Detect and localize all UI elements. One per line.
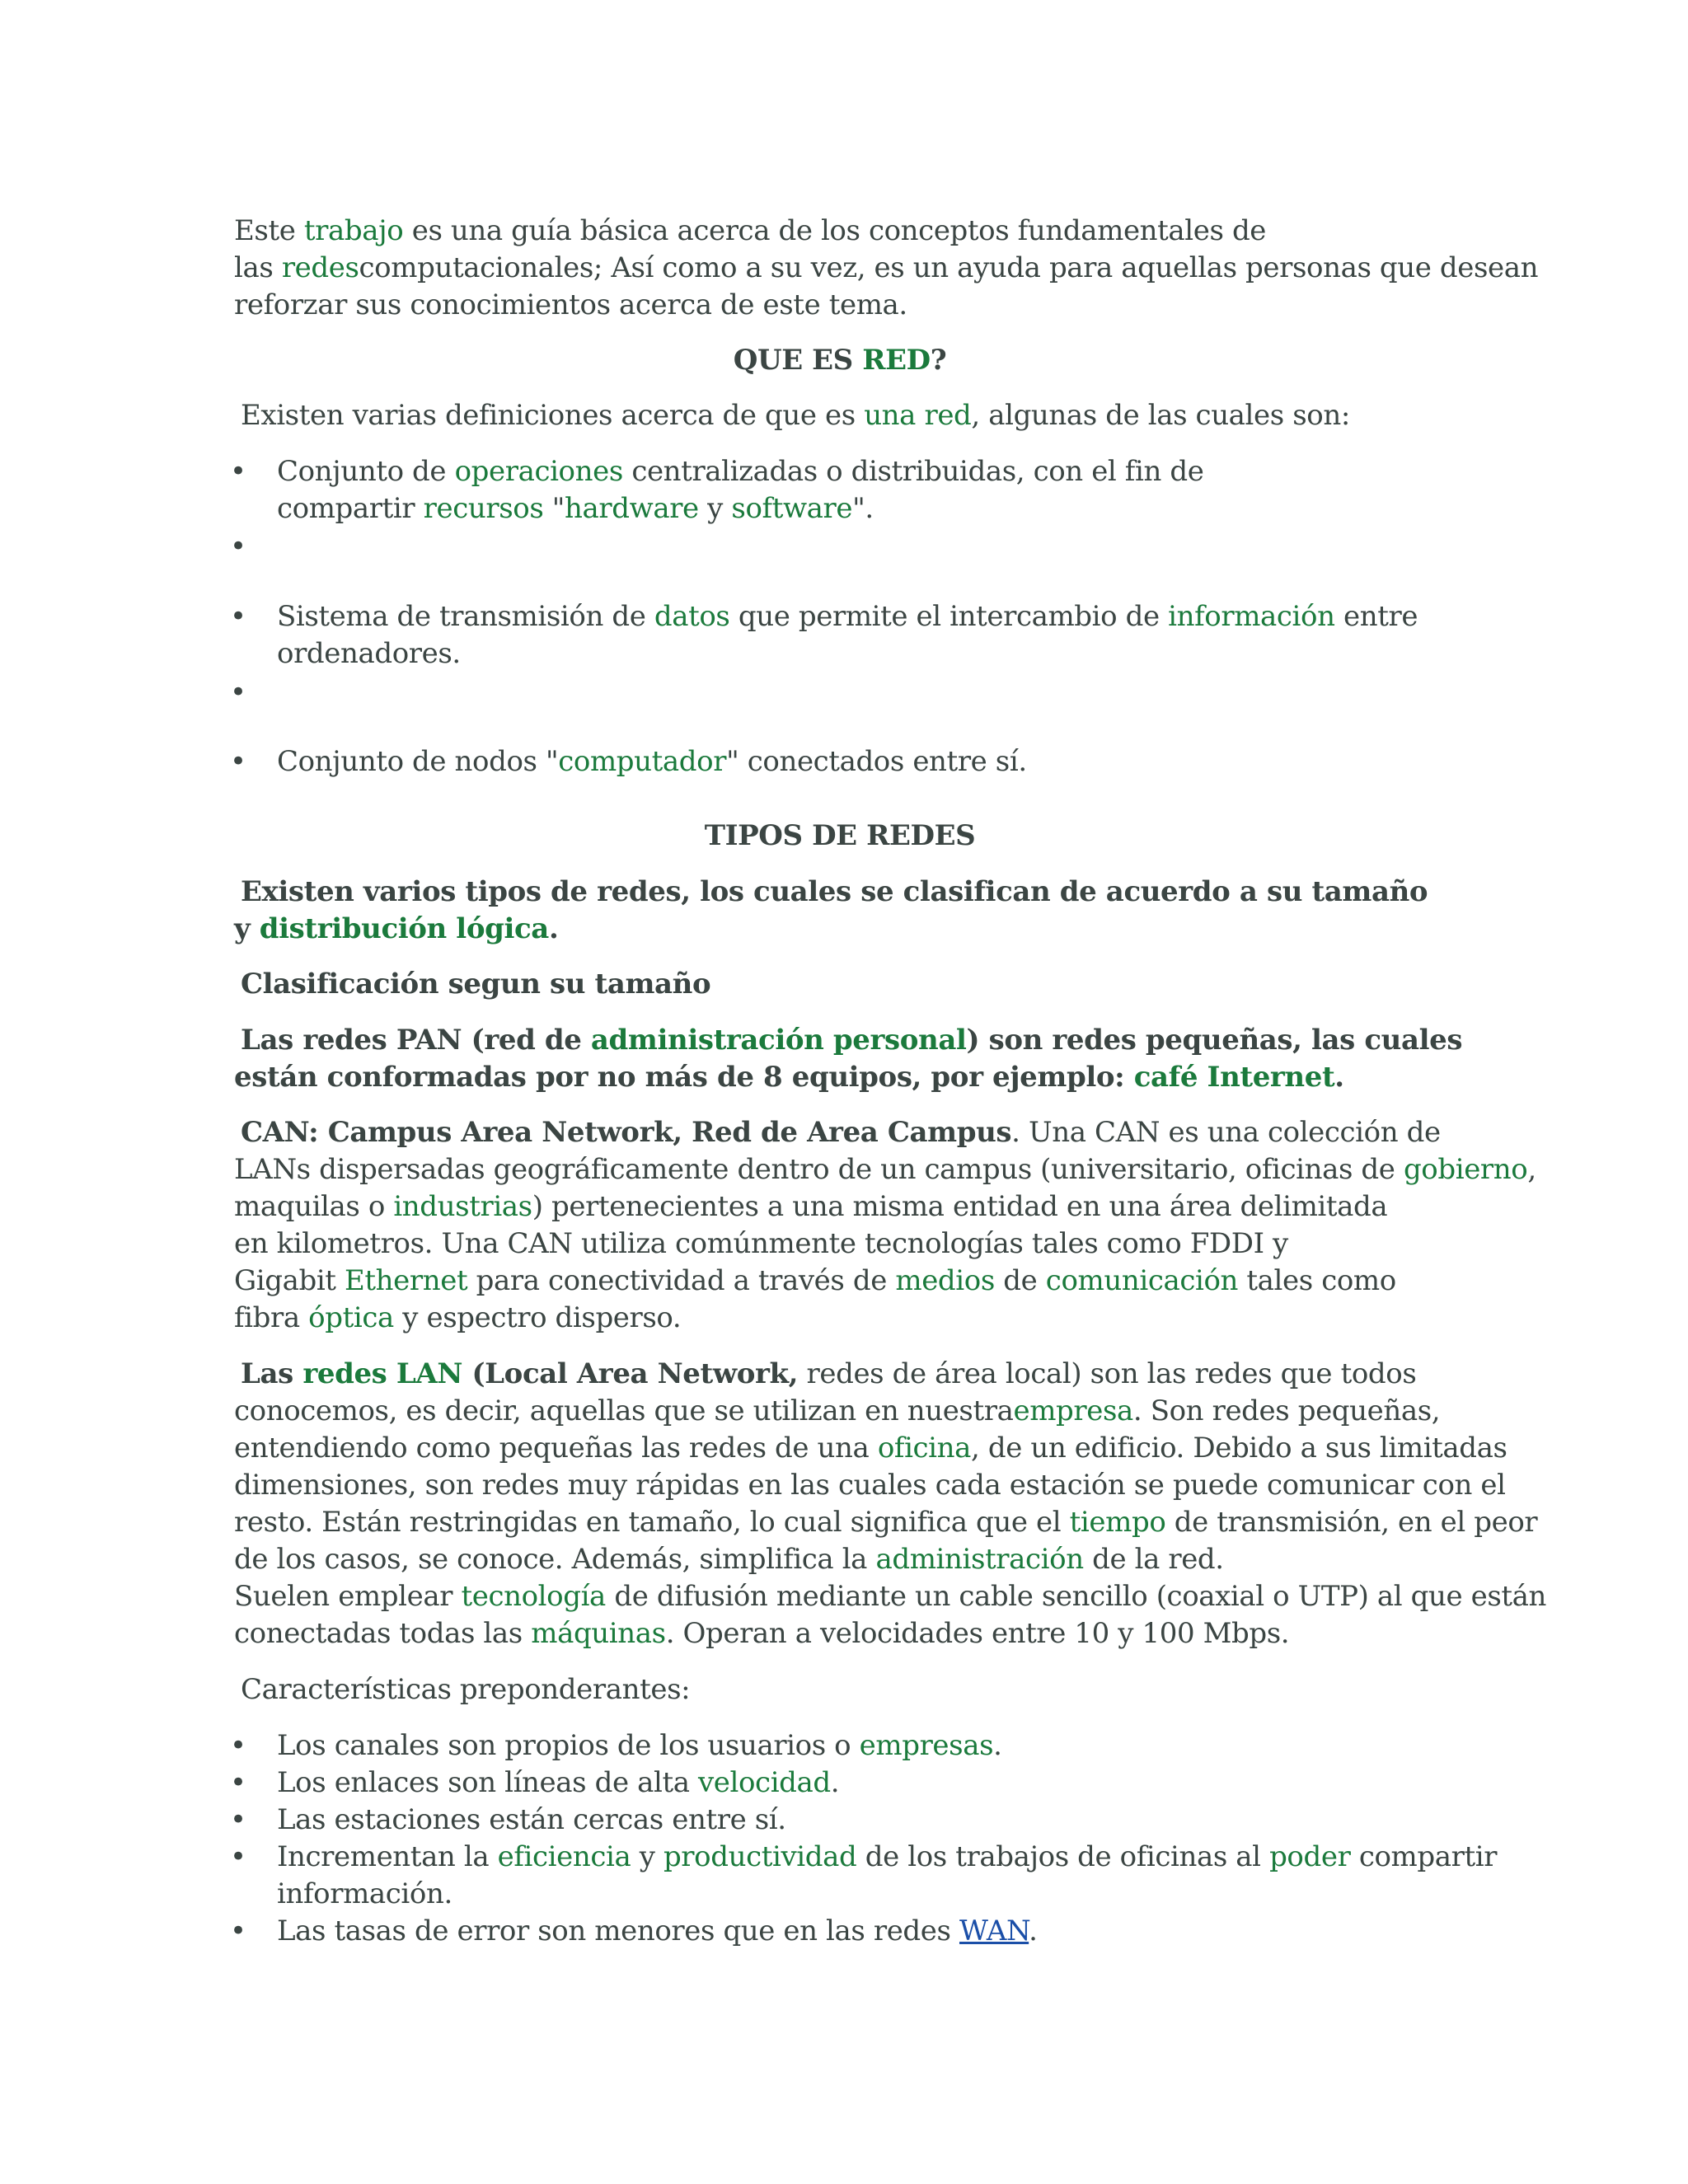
lan-line-8: conectadas todas las máquinas. Operan a velocidades entre 10 y 100 Mbps. — [234, 1617, 1290, 1650]
link-operaciones[interactable]: operaciones — [454, 455, 623, 488]
link-empresa[interactable]: empresa — [1013, 1394, 1133, 1427]
link-wan[interactable]: WAN — [959, 1915, 1029, 1947]
can-line-5: Gigabit Ethernet para conectividad a través de medios de comunicación tales como — [234, 1264, 1396, 1297]
link-red[interactable]: RED — [862, 344, 931, 377]
lan-line-6: de los casos, se conoce. Además, simplifica la administración de la red. — [234, 1543, 1224, 1576]
link-trabajo[interactable]: trabajo — [303, 214, 404, 247]
pan-line-2: están conformadas por no más de 8 equipos, por ejemplo: café Internet. — [234, 1061, 1344, 1094]
link-comunicacion[interactable]: comunicación — [1045, 1264, 1239, 1297]
bullet: • — [230, 1915, 247, 1947]
can-line-2: LANs dispersadas geográficamente dentro de un campus (universitario, oficinas de gobierno, — [234, 1153, 1536, 1186]
caracteristica-1: Los canales son propios de los usuarios o empresas. — [277, 1729, 1002, 1762]
heading-que-es-red: QUE ES RED? — [733, 344, 947, 377]
link-empresas[interactable]: empresas — [859, 1729, 994, 1762]
pan-line-1: Las redes PAN (red de administración personal) son redes pequeñas, las cuales — [241, 1024, 1463, 1057]
link-optica[interactable]: óptica — [308, 1301, 394, 1334]
link-informacion[interactable]: información — [1168, 600, 1335, 633]
link-computador[interactable]: computador — [558, 745, 727, 778]
link-hardware[interactable]: hardware — [565, 492, 699, 525]
can-line-6: fibra óptica y espectro disperso. — [234, 1301, 682, 1334]
bullet: • — [230, 530, 247, 563]
can-line-1: CAN: Campus Area Network, Red de Area Campus. Una CAN es una colección de — [241, 1116, 1441, 1149]
caracteristica-3: Las estaciones están cercas entre sí. — [277, 1803, 786, 1836]
link-productividad[interactable]: productividad — [663, 1840, 857, 1873]
link-maquinas[interactable]: máquinas — [531, 1617, 666, 1650]
lan-line-3: entendiendo como pequeñas las redes de una oficina, de un edificio. Debido a sus limitadas — [234, 1432, 1507, 1465]
clasificacion-heading: Clasificación segun su tamaño — [241, 968, 711, 1001]
bullet: • — [230, 1766, 247, 1799]
definition-2-line-1: Sistema de transmisión de datos que permite el intercambio de información entre — [277, 600, 1418, 633]
heading-tipos-de-redes: TIPOS DE REDES — [704, 819, 976, 852]
link-administracion-personal[interactable]: administración personal — [590, 1024, 967, 1057]
caracteristicas-heading: Características preponderantes: — [241, 1673, 691, 1706]
intro-line-1: Este trabajo es una guía básica acerca de los conceptos fundamentales de — [234, 214, 1267, 247]
bullet: • — [230, 1803, 247, 1836]
lan-line-7: Suelen emplear tecnología de difusión mediante un cable sencillo (coaxial o UTP) al que están — [234, 1580, 1547, 1613]
intro-line-3: reforzar sus conocimientos acerca de este tema. — [234, 288, 907, 321]
lan-line-4: dimensiones, son redes muy rápidas en las cuales cada estación se puede comunicar con el — [234, 1469, 1506, 1502]
definition-3: Conjunto de nodos "computador" conectados entre sí. — [277, 745, 1027, 778]
link-velocidad[interactable]: velocidad — [697, 1766, 831, 1799]
link-tecnologia[interactable]: tecnología — [461, 1580, 606, 1613]
link-industrias[interactable]: industrias — [393, 1190, 532, 1223]
bullet: • — [230, 745, 247, 778]
caracteristica-5: Las tasas de error son menores que en las redes WAN. — [277, 1915, 1038, 1947]
link-medios[interactable]: medios — [895, 1264, 995, 1297]
caracteristica-2: Los enlaces son líneas de alta velocidad. — [277, 1766, 840, 1799]
link-distribucion-logica[interactable]: distribución lógica — [259, 912, 549, 945]
link-ethernet[interactable]: Ethernet — [344, 1264, 468, 1297]
link-datos[interactable]: datos — [654, 600, 730, 633]
bullet: • — [230, 676, 247, 709]
bullet: • — [230, 1840, 247, 1873]
link-una-red[interactable]: una red — [864, 399, 972, 432]
can-line-3: maquilas o industrias) pertenecientes a una misma entidad en una área delimitada — [234, 1190, 1388, 1223]
link-poder[interactable]: poder — [1269, 1840, 1351, 1873]
link-tiempo[interactable]: tiempo — [1069, 1506, 1166, 1539]
can-line-4: en kilometros. Una CAN utiliza comúnmente tecnologías tales como FDDI y — [234, 1227, 1288, 1260]
link-gobierno[interactable]: gobierno — [1403, 1153, 1528, 1186]
link-redes[interactable]: redes — [281, 251, 359, 284]
bullet: • — [230, 455, 247, 488]
definition-2-line-2: ordenadores. — [277, 637, 461, 670]
link-redes-lan[interactable]: redes LAN — [302, 1357, 463, 1390]
intro-line-2: las redescomputacionales; Así como a su vez, es un ayuda para aquellas personas que desean — [234, 251, 1539, 284]
link-recursos[interactable]: recursos — [423, 492, 544, 525]
lan-line-5: resto. Están restringidas en tamaño, lo cual significa que el tiempo de transmisión, en el peor — [234, 1506, 1538, 1539]
caracteristica-4-line-1: Incrementan la eficiencia y productividad de los trabajos de oficinas al poder compartir — [277, 1840, 1498, 1873]
bullet: • — [230, 1729, 247, 1762]
link-software[interactable]: software — [731, 492, 853, 525]
link-administracion[interactable]: administración — [875, 1543, 1084, 1576]
tipos-line-1: Existen varios tipos de redes, los cuales se clasifican de acuerdo a su tamaño — [241, 875, 1428, 908]
bullet: • — [230, 600, 247, 633]
link-oficina[interactable]: oficina — [877, 1432, 972, 1465]
definition-1-line-1: Conjunto de operaciones centralizadas o distribuidas, con el fin de — [277, 455, 1204, 488]
lan-line-2: conocemos, es decir, aquellas que se utilizan en nuestraempresa. Son redes pequeñas, — [234, 1394, 1441, 1427]
caracteristica-4-line-2: información. — [277, 1877, 452, 1910]
link-eficiencia[interactable]: eficiencia — [497, 1840, 631, 1873]
link-cafe-internet[interactable]: café Internet — [1133, 1061, 1335, 1094]
lan-line-1: Las redes LAN (Local Area Network, redes de área local) son las redes que todos — [241, 1357, 1417, 1390]
definition-1-line-2: compartir recursos "hardware y software". — [277, 492, 874, 525]
definitions-intro: Existen varias definiciones acerca de que es una red, algunas de las cuales son: — [241, 399, 1350, 432]
tipos-line-2: y distribución lógica. — [234, 912, 559, 945]
